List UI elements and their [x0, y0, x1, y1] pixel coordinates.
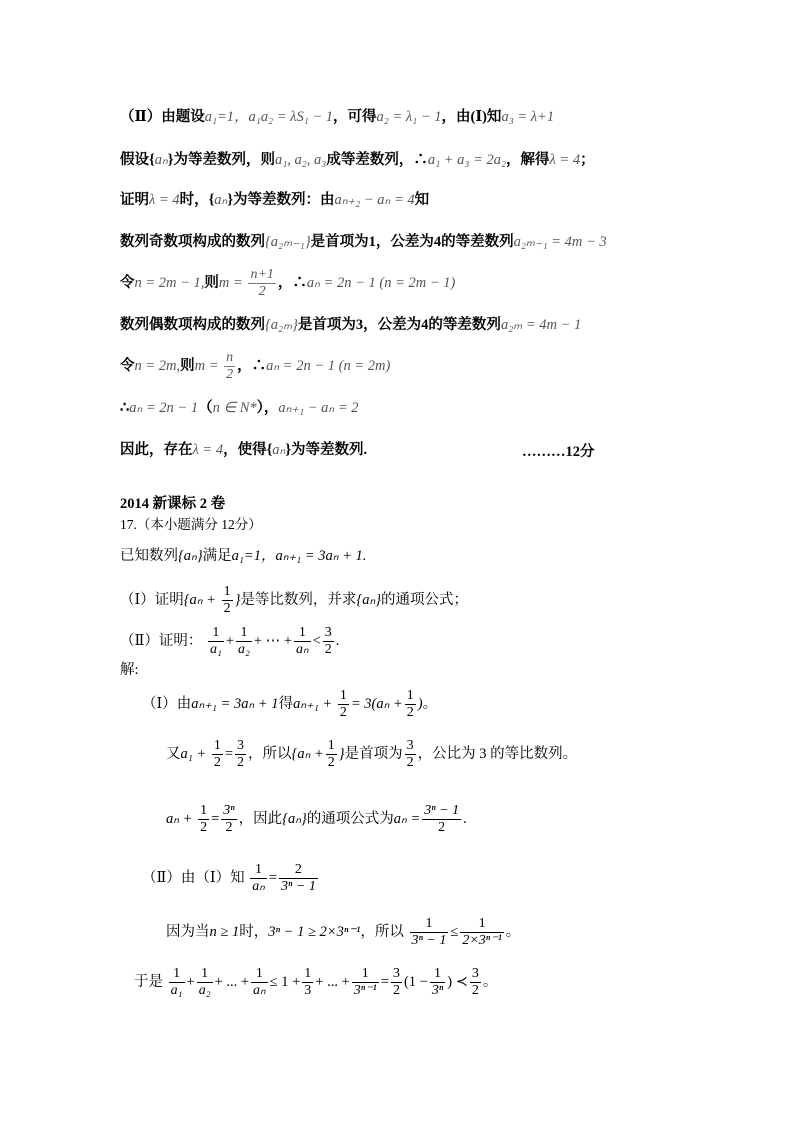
problem-heading: 17.（本小题满分 12分）: [120, 517, 262, 532]
denominator: a₁: [209, 642, 222, 657]
denominator: a₂: [198, 983, 211, 998]
denominator: 2: [471, 983, 479, 998]
formula: {a₂ₘ₋₁}: [265, 234, 311, 250]
proof-line-9: [120, 439, 367, 461]
fraction: [405, 688, 416, 721]
proof-line-6: [120, 314, 581, 336]
text: 是首项为: [344, 745, 403, 762]
fraction: [430, 966, 445, 999]
formula: a₁=1，a₁a₂ = λS₁ − 1: [204, 109, 334, 125]
text: 是首项为3，公差为4的等差数列: [297, 317, 501, 333]
text: ，∴: [277, 274, 307, 291]
numerator: 3: [471, 966, 479, 981]
proof-line-3: [120, 189, 429, 211]
formula: <: [312, 632, 321, 649]
formula: aₙ₊₁ − aₙ = 2: [278, 400, 359, 416]
formula: ) ≺: [447, 973, 468, 990]
formula: a₂ₘ = 4m − 1: [500, 317, 582, 333]
formula: {aₙ}: [282, 810, 307, 827]
formula: aₙ: [154, 152, 168, 168]
proof-line-8: [120, 397, 358, 419]
text: ，∴: [237, 357, 267, 374]
denominator: 3ⁿ⁻¹: [353, 983, 377, 998]
exam-source: 2014 新课标 2 卷: [120, 496, 226, 512]
denominator: 2: [223, 601, 231, 616]
numerator: 1: [250, 862, 267, 879]
denominator: 2: [237, 755, 245, 770]
denominator: 2: [406, 755, 414, 770]
numerator: 1: [406, 688, 414, 703]
proof-line-5: [120, 267, 455, 300]
text: 数列奇数项构成的数列: [120, 234, 265, 250]
denominator: aₙ: [253, 983, 266, 998]
numerator: 1: [339, 688, 347, 703]
numerator: 1: [236, 625, 252, 642]
numerator: 1: [251, 966, 268, 983]
formula: aₙ₊₁ = 3aₙ + 1: [191, 695, 279, 712]
numerator: 1: [430, 966, 445, 983]
formula: + ... +: [315, 973, 350, 990]
text: 令: [120, 357, 135, 374]
text: 已知数列: [120, 548, 178, 564]
numerator: 1: [352, 966, 379, 983]
text: 满足: [202, 548, 232, 564]
numerator: 3: [237, 738, 245, 753]
fraction: [326, 738, 337, 771]
denominator: 2: [200, 820, 208, 835]
text: ，使得{: [223, 442, 273, 458]
question-2: （Ⅱ）证明： $\frac{1}{\text{a₁}}$ + $\frac{1}{\text{a₂}}$ + ⋯ + $\frac{1}{\text{aₙ}}$ < $\frac{3}{2}$ .: [120, 625, 340, 657]
denominator: 3ⁿ: [431, 983, 444, 998]
denominator: 2: [226, 367, 234, 382]
denominator: 2: [258, 284, 266, 299]
denominator: 2: [225, 820, 233, 835]
text: }为等差数列.: [285, 442, 368, 458]
text: 成等差数列，∴: [326, 152, 428, 168]
formula: = 3(aₙ +: [350, 695, 403, 712]
text: （Ⅱ）证明：: [120, 632, 203, 649]
numerator: 1: [169, 966, 185, 983]
fraction: [224, 350, 235, 383]
text: 时，: [239, 923, 269, 940]
text: 数列偶数项构成的数列: [120, 317, 265, 333]
fraction: [197, 966, 213, 999]
text: 是等比数列，并求: [240, 591, 357, 608]
question-1: [120, 584, 468, 617]
text: .: [463, 810, 467, 827]
numerator: 1: [294, 625, 311, 642]
denominator: 2: [324, 642, 332, 657]
formula: }: [338, 745, 345, 762]
formula: a₁ + a₃ = 2a₂: [427, 152, 507, 168]
fraction: [302, 966, 313, 999]
formula: aₙ +: [166, 810, 193, 827]
solution-step-1: [142, 688, 437, 721]
text: 的通项公式；: [381, 591, 469, 608]
numerator: 3: [392, 966, 400, 981]
formula: =: [268, 869, 277, 886]
fraction: [460, 916, 503, 949]
formula: a₁, a₂, a₃: [274, 152, 327, 168]
formula: m =: [218, 274, 243, 291]
denominator: a₂: [238, 642, 250, 657]
denominator: aₙ: [296, 642, 309, 657]
formula: n = 2m − 1,: [134, 274, 205, 291]
denominator: 2: [339, 705, 347, 720]
text: }为等差数列：由: [227, 192, 335, 208]
denominator: aₙ: [252, 879, 265, 894]
given-line: [120, 545, 366, 567]
formula: aₙ = 2n − 1 (n = 2m − 1): [306, 274, 456, 291]
fraction: [222, 584, 233, 617]
text: 则: [204, 274, 219, 291]
fraction: [294, 625, 311, 658]
formula: =: [224, 745, 234, 762]
formula: a₂ₘ₋₁ = 4m − 3: [513, 234, 607, 250]
text: ，解得: [506, 152, 550, 168]
denominator: 2: [438, 820, 446, 835]
formula: {aₙ}: [356, 591, 382, 608]
text: 。: [482, 973, 498, 990]
denominator: 2×3ⁿ⁻¹: [462, 933, 502, 948]
numerator: 3: [324, 625, 332, 640]
fraction: [410, 916, 449, 949]
text: 又: [166, 745, 181, 762]
text: 因此，存在: [120, 442, 193, 458]
fraction: [236, 625, 252, 658]
solution-label: 解:: [120, 662, 139, 678]
denominator: 2: [327, 755, 335, 770]
formula: ≤ 1 +: [269, 973, 301, 990]
text: }为等差数列，则: [167, 152, 275, 168]
formula: (1 −: [403, 973, 428, 990]
text: 因为当: [166, 923, 210, 940]
text: 令: [120, 274, 135, 291]
fraction: [405, 738, 416, 771]
fraction: [251, 966, 268, 999]
formula: {aₙ +: [183, 591, 216, 608]
fraction: [470, 966, 481, 999]
numerator: 1: [410, 916, 449, 933]
denominator: 2: [392, 983, 400, 998]
numerator: 3ⁿ: [223, 803, 235, 818]
numerator: 3: [406, 738, 414, 753]
fraction: [198, 803, 209, 836]
formula: m =: [194, 357, 219, 374]
proof-line-7: [120, 350, 390, 383]
text: （Ⅱ）由（Ⅰ）知: [142, 869, 245, 886]
fraction: [208, 625, 224, 658]
solution-step-2: [166, 738, 577, 771]
formula: n ≥ 1: [209, 923, 240, 940]
text: 知: [414, 192, 430, 208]
proof-line-4: [120, 231, 607, 253]
numerator: 1: [213, 738, 221, 753]
fraction: [338, 688, 349, 721]
denominator: a₁: [170, 983, 183, 998]
text: ，所以: [360, 923, 404, 940]
text: ，因此: [238, 810, 283, 827]
formula: ≤: [450, 923, 459, 940]
numerator: 2: [279, 862, 318, 879]
formula: aₙ =: [393, 810, 421, 827]
formula: {aₙ}: [178, 548, 203, 564]
numerator: 1: [208, 625, 224, 642]
numerator: n: [226, 350, 234, 365]
text: ，可得: [333, 109, 377, 125]
numerator: 1: [327, 738, 335, 753]
fraction: [250, 862, 267, 895]
fraction: [169, 966, 185, 999]
solution-step-6: 于是 $\frac{1}{\text{a₁}}$ + $\frac{1}{\text{a₂}}$ + ... + $\frac{1}{\text{aₙ}}$ ≤ 1 + $\frac{1}{3}$ + ... + $\frac{1}{\text{3ⁿ⁻¹}}$ = $\frac{3}{2}$ (1 − $\frac{1}{\text{3ⁿ}}$ ) ≺ $\frac{3}{2}$ 。: [134, 966, 498, 998]
denominator: 3ⁿ − 1: [411, 933, 447, 948]
formula: n ∈ N*: [212, 400, 257, 416]
numerator: 1: [304, 966, 312, 981]
text: 时，{: [179, 192, 215, 208]
text: 于是: [134, 973, 163, 990]
text: （Ⅰ）证明: [120, 591, 184, 608]
formula: a₃ = λ+1: [501, 109, 555, 125]
formula: aₙ₊₂ − aₙ = 4: [334, 192, 415, 208]
fraction: [212, 738, 223, 771]
formula: {aₙ +: [291, 745, 324, 762]
denominator: 2: [406, 705, 414, 720]
text: ，公比为 3 的等比数列。: [417, 745, 578, 762]
formula: λ = 4: [192, 442, 224, 458]
formula: a₁ +: [180, 745, 207, 762]
fraction: [221, 803, 236, 836]
numerator: 1: [223, 584, 231, 599]
formula: a₁=1，aₙ₊₁ = 3aₙ + 1.: [231, 548, 367, 564]
formula: + ⋯ +: [253, 632, 293, 649]
text: ，由(Ⅰ)知: [441, 109, 502, 125]
text: （Ⅰ）由: [142, 695, 192, 712]
denominator: 2: [213, 755, 221, 770]
solution-step-4: [142, 862, 320, 895]
formula: 3ⁿ − 1 ≥ 2×3ⁿ⁻¹: [268, 923, 361, 940]
text: 得: [278, 695, 294, 712]
fraction: [248, 267, 275, 300]
proof-line-2: [120, 149, 595, 171]
denominator: 3: [304, 983, 312, 998]
fraction: [279, 862, 318, 895]
text: （Ⅱ）由题设: [120, 109, 205, 125]
formula: {a₂ₘ}: [265, 317, 298, 333]
formula: + ... +: [214, 973, 250, 990]
formula: λ = 4: [149, 192, 180, 208]
proof-line-1: [120, 106, 554, 128]
formula: aₙ₊₁ +: [293, 695, 333, 712]
solution-step-3: [166, 803, 467, 836]
text: ；: [580, 152, 595, 168]
text: .: [335, 632, 340, 649]
numerator: 1: [460, 916, 503, 933]
fraction: [235, 738, 246, 771]
fraction: [352, 966, 379, 999]
text: 假设{: [120, 152, 155, 168]
text: 的通项公式为: [306, 810, 394, 827]
text: 证明: [120, 192, 149, 208]
formula: a₂ = λ₁ − 1: [376, 109, 442, 125]
score-points: ………12分: [522, 444, 595, 460]
formula: n = 2m,: [134, 357, 181, 374]
fraction: [422, 803, 461, 836]
text: 则: [180, 357, 195, 374]
formula: aₙ: [214, 192, 228, 208]
text: 是首项为1，公差为4的等差数列: [310, 234, 514, 250]
formula: aₙ = 2n − 1 (n = 2m): [266, 357, 391, 374]
numerator: 1: [200, 803, 208, 818]
numerator: n+1: [250, 267, 274, 282]
text: ∴: [120, 400, 130, 416]
text: ，所以: [248, 745, 292, 762]
formula: λ = 4: [549, 152, 581, 168]
fraction: [323, 625, 334, 658]
numerator: 1: [197, 966, 213, 983]
formula: ): [417, 695, 423, 712]
formula: =: [380, 973, 389, 990]
text: （: [198, 400, 213, 416]
text: 。: [505, 923, 521, 940]
formula: =: [211, 810, 220, 827]
denominator: 3ⁿ − 1: [280, 879, 316, 894]
formula: aₙ = 2n − 1: [129, 400, 199, 416]
solution-step-5: [166, 916, 520, 949]
formula: }: [234, 591, 241, 608]
formula: aₙ: [272, 442, 286, 458]
fraction: [391, 966, 402, 999]
text: ），: [256, 400, 279, 416]
numerator: 3ⁿ − 1: [424, 803, 460, 818]
text: 。: [422, 695, 438, 712]
